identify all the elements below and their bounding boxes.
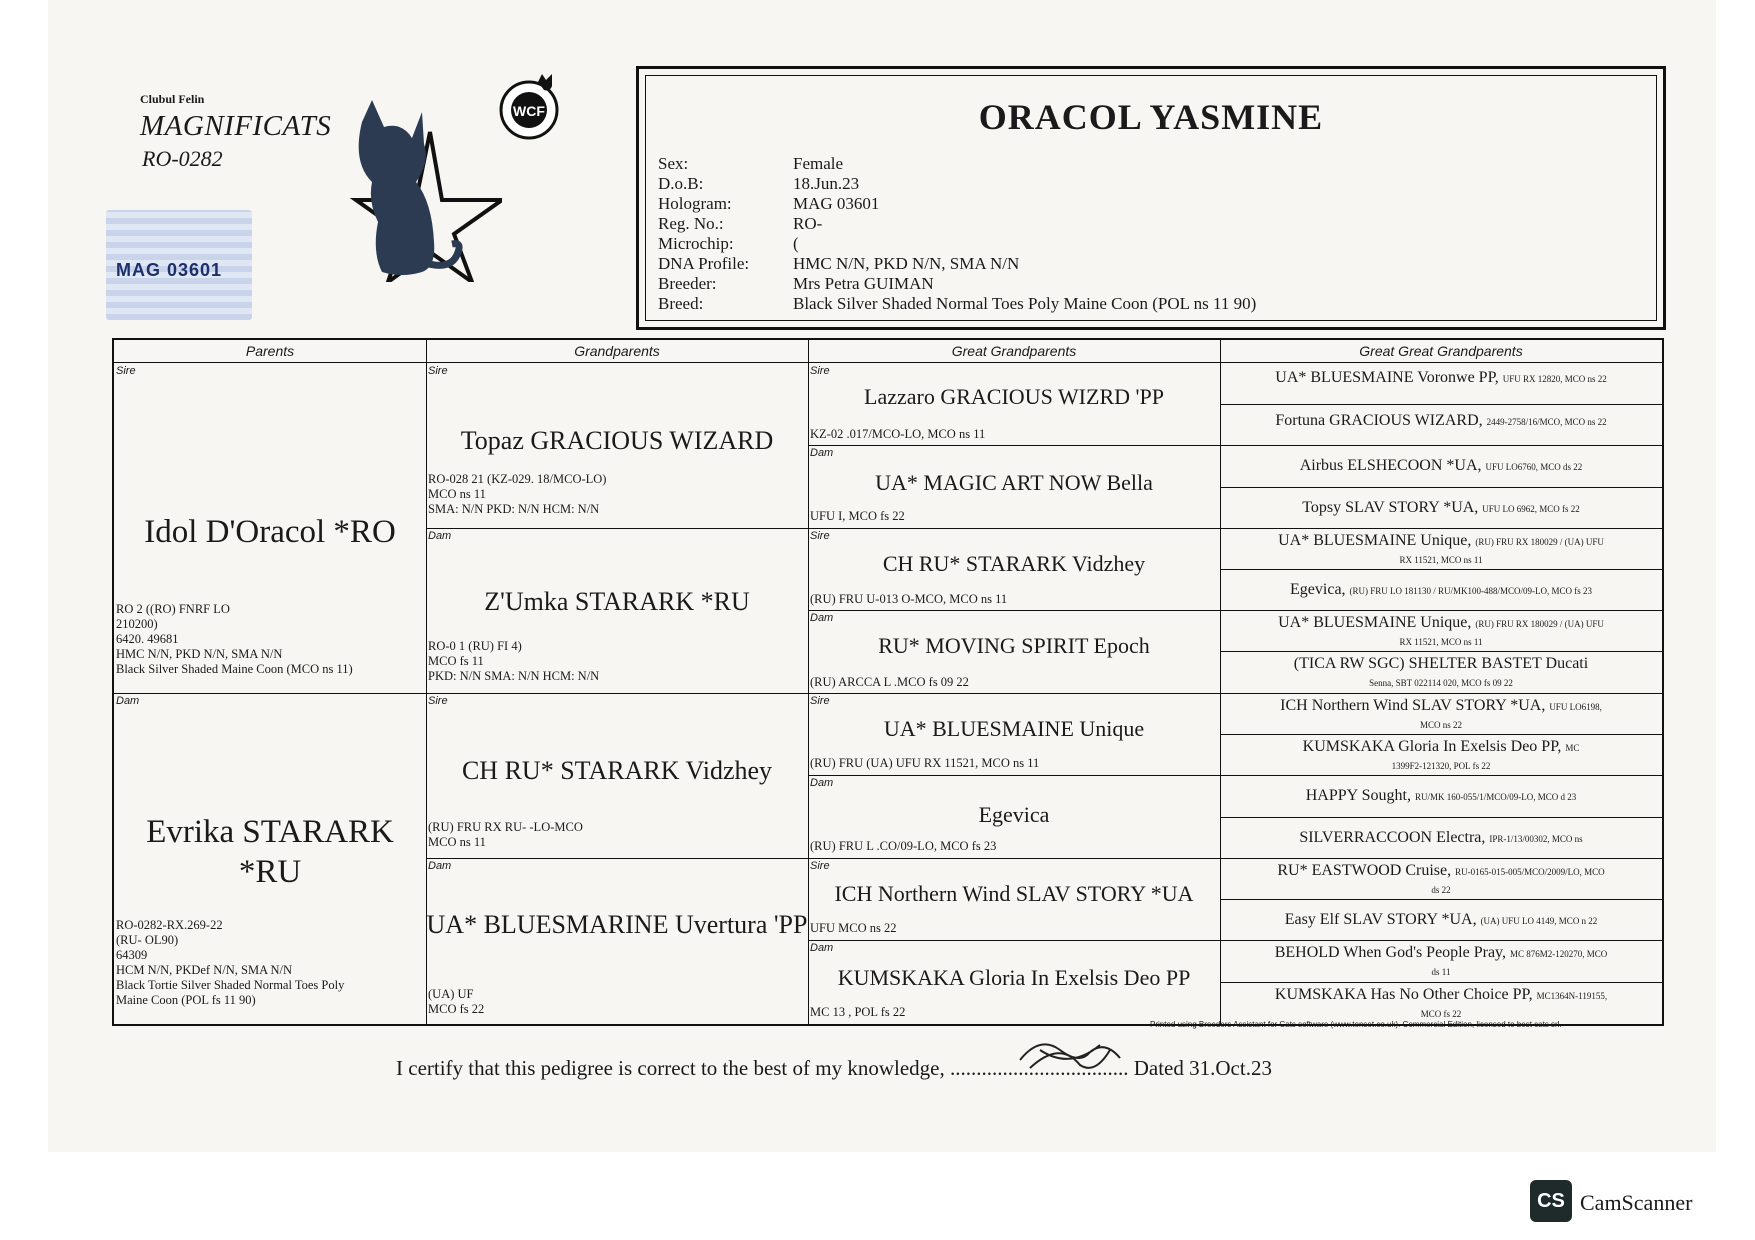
header-great-great-grandparents: Great Great Grandparents	[1220, 340, 1662, 363]
header-parents: Parents	[114, 340, 426, 363]
grandparent-cell: Sire CH RU* STARARK Vidzhey (RU) FRU RX RU- -LO-MCO MCO ns 11	[426, 694, 808, 859]
cat-info-box: ORACOL YASMINE Sex: Female D.o.B: 18.Jun.23 Hologram: MAG 03601 Reg. No.: RO- Microchip: ( DNA Profile: HMC N/N, PKD N/N, SMA N/N Breeder: Mrs Petra GUIMAN Breed: Black Silver Shaded Normal Toes Poly Maine Coon (POL ns 11 90)	[636, 66, 1666, 330]
ggg-cell: HAPPY Sought, RU/MK 160-055/1/MCO/09-LO, MCO d 23	[1220, 776, 1662, 818]
camscanner-logo-icon: CS	[1530, 1180, 1572, 1222]
ggg-cell: Fortuna GRACIOUS WIZARD, 2449-2758/16/MCO, MCO ns 22	[1220, 405, 1662, 446]
header-grandparents: Grandparents	[426, 340, 808, 363]
header-great-grandparents: Great Grandparents	[808, 340, 1220, 363]
parent-dam-name: Evrika STARARK *RU	[146, 814, 394, 890]
grandparent-cell: Dam UA* BLUESMARINE Uvertura 'PP (UA) UF MCO fs 22	[426, 860, 808, 1016]
role-label: Sire	[116, 365, 136, 377]
ggg-cell: SILVERRACCOON Electra, IPR-1/13/00302, MCO ns	[1220, 818, 1662, 859]
ggg-cell: Easy Elf SLAV STORY *UA, (UA) UFU LO 4149, MCO n 22	[1220, 900, 1662, 941]
grandparent-name: UA* BLUESMARINE Uvertura 'PP	[426, 910, 808, 939]
great-grandparent-cell: Dam UA* MAGIC ART NOW Bella UFU I, MCO fs 22	[808, 446, 1220, 529]
parent-sire-cell: Sire Idol D'Oracol *RO RO 2 ((RO) FNRF LO 210200) 6420. 49681 HMC N/N, PKD N/N, SMA N/N Black Silver Shaded Maine Coon (MCO ns 11)	[114, 364, 426, 694]
grandparent-name: Z'Umka STARARK *RU	[484, 587, 750, 616]
parent-sire-name: Idol D'Oracol *RO	[144, 514, 396, 550]
ggg-cell: Topsy SLAV STORY *UA, UFU LO 6962, MCO fs 22	[1220, 488, 1662, 529]
signature-icon	[1010, 1030, 1130, 1085]
software-credit: Printed using Breeders Assistant for Cats software (www.tenset.co.uk). Commercial Edition, licensed to best cats srl.	[1150, 1020, 1562, 1029]
grandparent-name: Topaz GRACIOUS WIZARD	[460, 426, 774, 455]
ggg-cell: UA* BLUESMAINE Unique, (RU) FRU RX 180029 / (UA) UFU RX 11521, MCO ns 11	[1220, 611, 1662, 652]
wcf-logo-text: WCF	[513, 103, 545, 119]
ggg-cell: KUMSKAKA Has No Other Choice PP, MC1364N-119155, MCO fs 22	[1274, 986, 1608, 1019]
grandparent-cell: Sire Topaz GRACIOUS WIZARD RO-028 21 (KZ-029. 18/MCO-LO) MCO ns 11 SMA: N/N PKD: N/N HCM: N/N	[426, 364, 808, 529]
camscanner-text: CamScanner	[1580, 1190, 1693, 1215]
parent-dam-cell: Dam Evrika STARARK *RU RO-0282-RX.269-22 (RU- OL90) 64309 HCM N/N, PKDef N/N, SMA N/N Black Tortie Silver Shaded Normal Toes Poly Maine Coon (POL fs 11 90)	[114, 694, 426, 1024]
cat-name: ORACOL YASMINE	[978, 97, 1324, 137]
great-grandparent-cell: Dam KUMSKAKA Gloria In Exelsis Deo PP MC 13 , POL fs 22	[810, 942, 1191, 1019]
hologram-sticker-text: MAG 03601	[116, 260, 223, 280]
ggg-cell: BEHOLD When God's People Pray, MC 876M2-120270, MCO ds 11	[1220, 941, 1662, 983]
certification-line: I certify that this pedigree is correct to the best of my knowledge, .................................. Dated 31.Oct.23	[396, 1056, 1272, 1080]
ggg-cell: (TICA RW SGC) SHELTER BASTET Ducati Senna, SBT 022114 020, MCO fs 09 22	[1220, 652, 1662, 694]
great-grandparent-cell: Dam Egevica (RU) FRU L .CO/09-LO, MCO fs 23	[808, 776, 1220, 859]
ggg-cell: KUMSKAKA Gloria In Exelsis Deo PP, MC 1399F2-121320, POL fs 22	[1220, 735, 1662, 776]
wcf-logo-icon	[494, 72, 564, 147]
ggg-cell: UA* BLUESMAINE Voronwe PP, UFU RX 12820, MCO ns 22	[1220, 364, 1662, 405]
club-code: RO-0282	[142, 146, 223, 171]
ggg-cell: Airbus ELSHECOON *UA, UFU LO6760, MCO ds 22	[1220, 446, 1662, 488]
great-grandparent-cell: Dam RU* MOVING SPIRIT Epoch (RU) ARCCA L .MCO fs 09 22	[808, 611, 1220, 694]
great-grandparent-cell: Sire CH RU* STARARK Vidzhey (RU) FRU U-013 O-MCO, MCO ns 11	[808, 529, 1220, 611]
pedigree-table	[112, 338, 1664, 1026]
club-name: MAGNIFICATS	[140, 110, 332, 142]
ggg-cell: RU* EASTWOOD Cruise, RU-0165-015-005/MCO/2009/LO, MCO ds 22	[1220, 859, 1662, 900]
cattery-logo-icon	[312, 82, 502, 287]
grandparent-cell: Dam Z'Umka STARARK *RU RO-0 1 (RU) FI 4) MCO fs 11 PKD: N/N SMA: N/N HCM: N/N	[426, 529, 808, 694]
great-grandparent-cell: Sire UA* BLUESMAINE Unique (RU) FRU (UA) UFU RX 11521, MCO ns 11	[808, 694, 1220, 776]
grandparent-name: CH RU* STARARK Vidzhey	[461, 756, 773, 785]
great-grandparent-cell: Sire Lazzaro GRACIOUS WIZRD 'PP KZ-02 .017/MCO-LO, MCO ns 11	[808, 364, 1220, 446]
ggg-cell: Egevica, (RU) FRU LO 181130 / RU/MK100-488/MCO/09-LO, MCO fs 23	[1220, 570, 1662, 611]
ggg-cell: ICH Northern Wind SLAV STORY *UA, UFU LO6198, MCO ns 22	[1220, 694, 1662, 735]
ggg-cell: UA* BLUESMAINE Unique, (RU) FRU RX 180029 / (UA) UFU RX 11521, MCO ns 11	[1220, 529, 1662, 570]
club-label: Clubul Felin	[140, 92, 205, 106]
great-grandparent-cell: Sire ICH Northern Wind SLAV STORY *UA UFU MCO ns 22	[808, 859, 1220, 941]
